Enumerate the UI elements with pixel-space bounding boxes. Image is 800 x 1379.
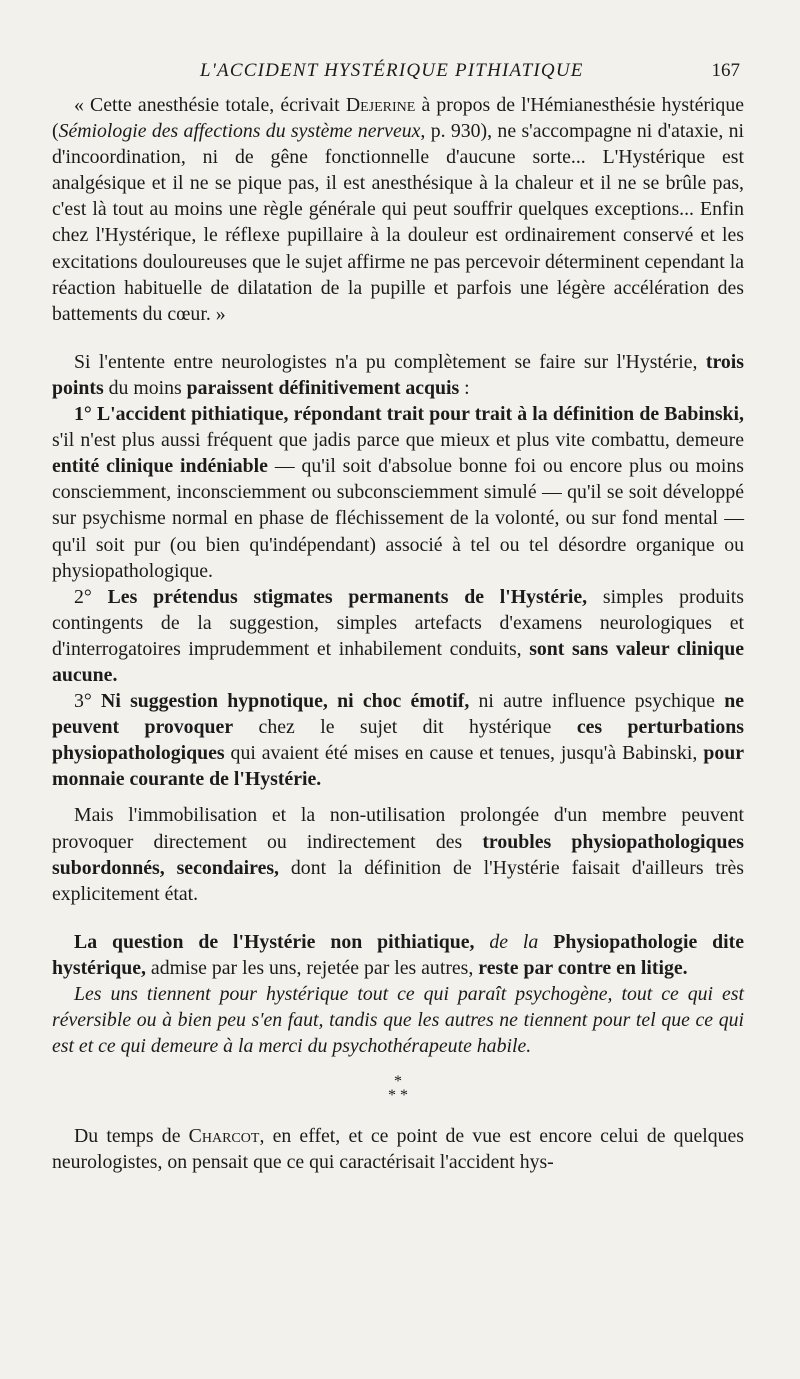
- text-run: du moins: [103, 376, 187, 399]
- text-run: — qu'il soit d'absolue bonne foi ou encore plus ou moins consciemment, inconsciemment ou subconsciemment simulé — qu'il se soit développé sur psychisme normal en phase de fléchissement de la volonté, ou sur fond mental — qu'il soit pur (ou bien qu'indépendant) associé à tel ou tel désordre organique ou physiopathologique.: [52, 455, 744, 582]
- running-head: L'ACCIDENT HYSTÉRIQUE PITHIATIQUE: [200, 60, 584, 81]
- page-number: 167: [711, 60, 740, 81]
- bold-run: ces perturbations physiopathologiques: [52, 716, 744, 765]
- bold-run: sont sans valeur clinique aucune.: [52, 637, 744, 686]
- text-run: admise par les uns, rejetée par les autres,: [145, 956, 479, 979]
- paragraph-immobilisation: [52, 802, 744, 906]
- text-run: 2°: [74, 585, 108, 608]
- text-run: Mais l'immobilisation et la non-utilisation prolongée d'un membre peuvent provoquer directement ou indirectement des: [52, 804, 744, 853]
- paragraph-three-points: [52, 349, 744, 401]
- bold-run: Ni suggestion hypnotique, ni choc émotif,: [101, 690, 470, 713]
- paragraph-point-3: [52, 688, 744, 792]
- bold-run: troubles physiopathologiques subordonnés, secondaires,: [52, 830, 744, 879]
- text-run: , p. 930), ne s'accompagne ni d'ataxie, ni d'incoordination, ni de gêne fonctionnelle d'aucune sorte... L'Hystérique est analgésique et il ne se pique pas, il est anesthésique à la chaleur et il ne se brûle pas, c'est là tout au moins une règle générale qui peut souffrir quelques exceptions... Enfin chez l'Hystérique, le réflexe pupillaire à la douleur est ordinairement conservé et les excitations douloureuses que le sujet affirme ne pas percevoir déterminent cependant la réaction habituelle de dilatation de la pupille et parfois une légère accélération des battements du cœur. »: [52, 120, 744, 325]
- author-name: Charcot: [188, 1125, 260, 1148]
- text-run: Du temps de: [74, 1125, 189, 1148]
- book-title: Sémiologie des affections du système nerveux: [58, 120, 421, 143]
- author-name: Dejerine: [345, 94, 416, 116]
- italic-run: de la: [474, 930, 554, 953]
- text-run: à propos de l'Hémianesthésie hystérique (: [52, 94, 744, 143]
- spacer: [52, 907, 744, 929]
- text-run: Si l'entente entre neurologistes n'a pu complètement se faire sur l'Hystérie,: [74, 350, 706, 373]
- bold-run: pour monnaie courante de l'Hystérie.: [52, 742, 744, 791]
- bold-run: ne peuvent provoquer: [52, 690, 744, 739]
- text-run: simples produits contingents de la suggestion, simples artefacts d'examens neurologiques et d'interrogatoires imprudemment et inhabilement conduits,: [52, 585, 745, 660]
- text-run: ni autre influence psychique: [469, 690, 725, 713]
- spacer: [52, 327, 744, 349]
- bold-run: Physiopathologie dite hystérique,: [52, 930, 744, 979]
- text-run: qui avaient été mises en cause et tenues, jusqu'à Babinski,: [224, 742, 704, 765]
- page-header: [60, 60, 740, 86]
- bold-run: Les prétendus stigmates permanents de l'Hystérie,: [107, 585, 588, 608]
- bold-run: entité clinique indéniable: [52, 455, 268, 478]
- text-run: 3°: [74, 690, 102, 713]
- separator-star: *: [394, 1073, 402, 1091]
- text-run: :: [459, 376, 470, 399]
- paragraph-dejerine-quote: [52, 92, 744, 327]
- bold-run: La question de l'Hystérie non pithiatique,: [74, 930, 475, 953]
- bold-run: reste par contre en litige.: [478, 956, 688, 979]
- text-run: s'il n'est plus aussi fréquent que jadis parce que mieux et plus vite combattu, demeure: [52, 429, 744, 452]
- separator-stars: * *: [388, 1087, 408, 1105]
- text-run: dont la définition de l'Hystérie faisait d'ailleurs très explicitement état.: [52, 856, 744, 905]
- paragraph-question: [52, 929, 744, 981]
- page-body: [52, 92, 744, 1175]
- paragraph-point-1: [52, 401, 744, 584]
- bold-run: 1° L'accident pithiatique, répondant trait pour trait à la définition de Babinski,: [74, 403, 744, 426]
- bold-run: trois points: [52, 350, 744, 399]
- paragraph-charcot: [52, 1123, 744, 1175]
- text-run: chez le sujet dit hystérique: [233, 716, 577, 739]
- section-separator: [52, 1059, 744, 1123]
- paragraph-opinions: [52, 981, 744, 1059]
- paragraph-point-2: [52, 584, 744, 688]
- text-run: , en effet, et ce point de vue est encore celui de quelques neurologistes, on pensait que ce qui caractérisait l'accident hys-: [52, 1125, 744, 1174]
- text-run: « Cette anesthésie totale, écrivait: [74, 94, 346, 116]
- italic-run: Les uns tiennent pour hystérique tout ce qui paraît psychogène, tout ce qui est réversible ou à bien peu s'en faut, tandis que les autres ne tiennent pour tel que ce qui est et ce qui demeure à la merci du psychothérapeute habile.: [52, 983, 744, 1058]
- spacer: [52, 792, 744, 802]
- bold-run: paraissent définitivement acquis: [186, 376, 460, 399]
